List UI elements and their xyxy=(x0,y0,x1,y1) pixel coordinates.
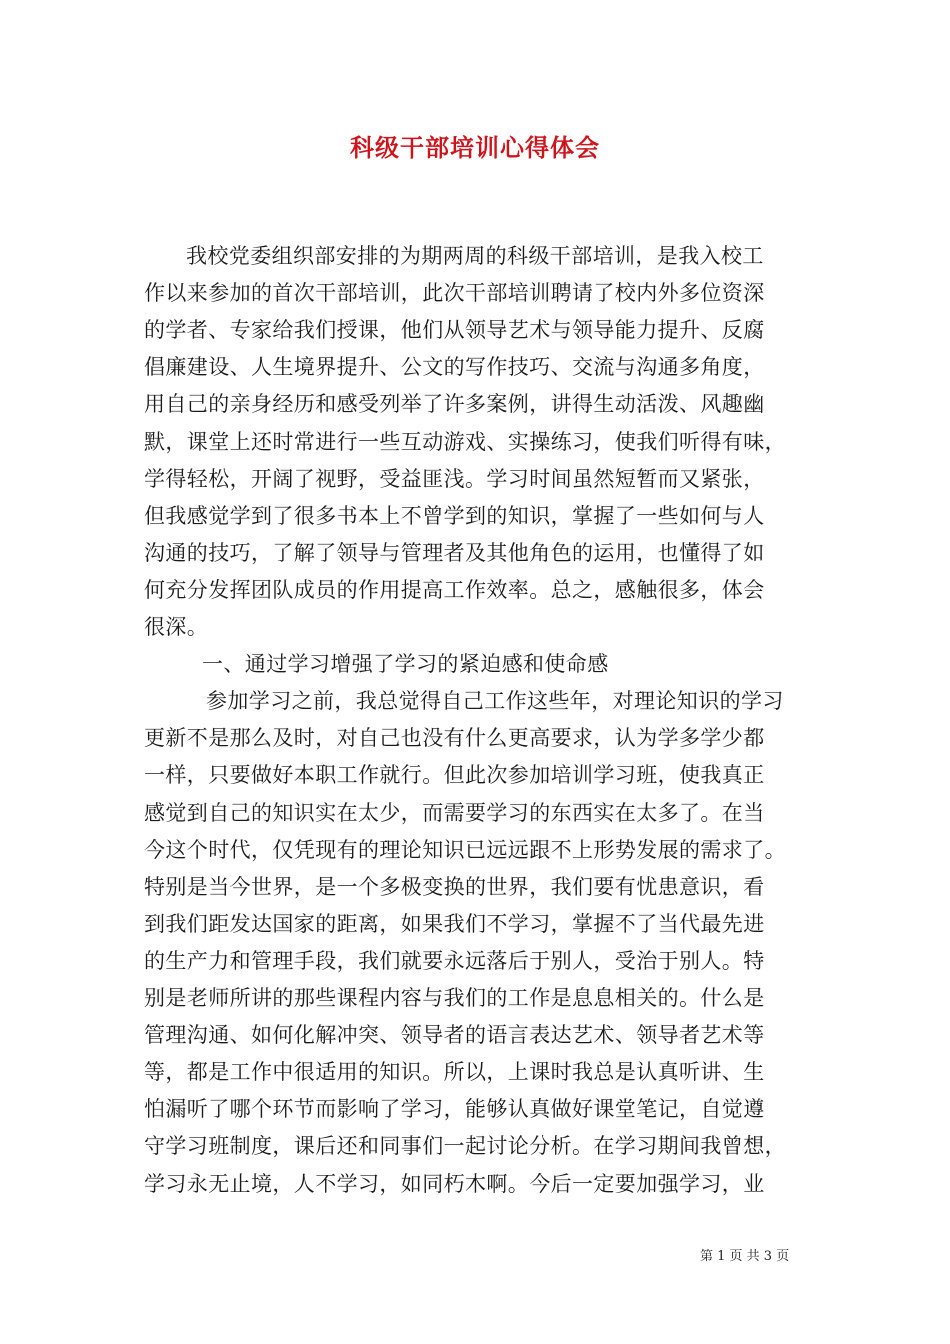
section-heading: 一、通过学习增强了学习的紧迫感和使命感 xyxy=(202,652,609,677)
body-line: 用自己的亲身经历和感受列举了许多案例，讲得生动活泼、风趣幽 xyxy=(144,392,765,417)
body-line: 默，课堂上还时常进行一些互动游戏、实操练习，使我们听得有味， xyxy=(144,429,786,454)
body-line: 更新不是那么及时，对自己也没有什么更高要求，认为学多学少都 xyxy=(144,726,765,751)
body-line: 怕漏听了哪个环节而影响了学习，能够认真做好课堂笔记，自觉遵 xyxy=(144,1097,765,1122)
body-line: 学习永无止境，人不学习，如同朽木啊。今后一定要加强学习，业 xyxy=(144,1171,765,1196)
body-line: 参加学习之前，我总觉得自己工作这些年，对理论知识的学习 xyxy=(206,689,784,714)
body-line: 学得轻松，开阔了视野，受益匪浅。学习时间虽然短暂而又紧张， xyxy=(144,466,765,491)
body-line: 的学者、专家给我们授课，他们从领导艺术与领导能力提升、反腐 xyxy=(144,318,765,343)
body-line: 作以来参加的首次干部培训，此次干部培训聘请了校内外多位资深 xyxy=(144,281,765,306)
body-line: 倡廉建设、人生境界提升、公文的写作技巧、交流与沟通多角度， xyxy=(144,355,765,380)
body-line: 到我们距发达国家的距离，如果我们不学习，掌握不了当代最先进 xyxy=(144,911,765,936)
body-line: 管理沟通、如何化解冲突、领导者的语言表达艺术、领导者艺术等 xyxy=(144,1023,765,1048)
body-line: 别是老师所讲的那些课程内容与我们的工作是息息相关的。什么是 xyxy=(144,986,765,1010)
body-line: 等，都是工作中很适用的知识。所以，上课时我总是认真听讲、生 xyxy=(144,1060,765,1085)
body-line: 但我感觉学到了很多书本上不曾学到的知识，掌握了一些如何与人 xyxy=(144,503,765,528)
body-line: 感觉到自己的知识实在太少，而需要学习的东西实在太多了。在当 xyxy=(144,800,765,825)
body-line: 何充分发挥团队成员的作用提高工作效率。总之，感触很多，体会 xyxy=(144,577,765,602)
body-line: 沟通的技巧，了解了领导与管理者及其他角色的运用，也懂得了如 xyxy=(144,540,765,565)
body-line: 特别是当今世界，是一个多极变换的世界，我们要有忧患意识，看 xyxy=(144,874,765,899)
body-line: 守学习班制度，课后还和同事们一起讨论分析。在学习期间我曾想， xyxy=(144,1134,786,1159)
body-line: 的生产力和管理手段，我们就要永远落后于别人，受治于别人。特 xyxy=(144,948,765,973)
body-line: 一样，只要做好本职工作就行。但此次参加培训学习班，使我真正 xyxy=(144,763,765,788)
page-footer: 第 1 页 共 3 页 xyxy=(700,1249,790,1264)
body-line: 我校党委组织部安排的为期两周的科级干部培训，是我入校工 xyxy=(186,244,764,268)
document-title: 科级干部培训心得体会 xyxy=(350,133,600,162)
body-line: 很深。 xyxy=(144,615,209,639)
body-line: 今这个时代，仅凭现有的理论知识已远远跟不上形势发展的需求了。 xyxy=(144,837,786,862)
